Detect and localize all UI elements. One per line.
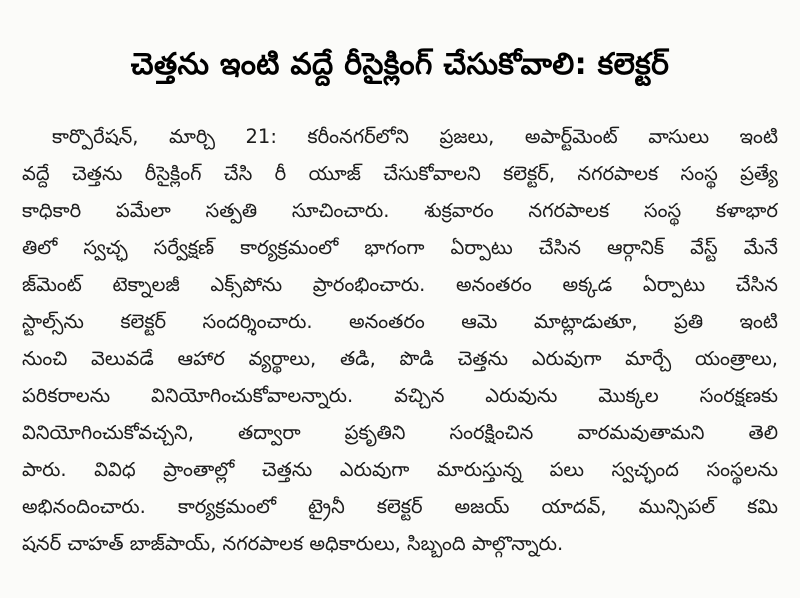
- article-line: పరికరాలను వినియోగించుకోవాలన్నారు. వచ్చిన ఎరువును మొక్కల సంరక్షణకు: [22, 384, 778, 407]
- article-line: స్టాల్స్‌ను కలెక్టర్ సందర్శించారు. అనంతరం ఆమె మాట్లాడుతూ, ప్రతి ఇంటి: [22, 310, 778, 333]
- article-line: జ్‌మెంట్ టెక్నాలజీ ఎక్స్‌పోను ప్రారంభించారు. అనంతరం అక్కడ ఏర్పాటు చేసిన: [22, 273, 778, 296]
- article-line: కాధికారి పమేలా సత్పతి సూచించారు. శుక్రవారం నగరపాలక సంస్థ కళాభార: [22, 199, 778, 222]
- article-line: తిలో స్వచ్ఛ సర్వేక్షణ్ కార్యక్రమంలో భాగంగా ఏర్పాటు చేసిన ఆర్గానిక్ వేస్ట్ మేనే: [22, 236, 778, 259]
- article-line: కార్పొరేషన్, మార్చి 21: కరీంనగర్‌లోని ప్రజలు, అపార్ట్‌మెంట్ వాసులు ఇంటి: [52, 125, 778, 148]
- article-line: నుంచి వెలువడే ఆహార వ్యర్థాలు, తడి, పొడి చెత్తను ఎరువుగా మార్చే యంత్రాలు,: [22, 347, 778, 370]
- article-line: పారు. వివిధ ప్రాంతాల్లో చెత్తను ఎరువుగా మారుస్తున్న పలు స్వచ్ఛంద సంస్థలను: [22, 458, 778, 481]
- headline: చెత్తను ఇంటి వద్దే రీసైక్లింగ్ చేసుకోవాలి: కలెక్టర్: [130, 47, 670, 82]
- article-body: [22, 118, 778, 562]
- cut-off-text-fragment: [355, 588, 585, 598]
- article-line: అభినందించారు. కార్యక్రమంలో ట్రైనీ కలెక్టర్ అజయ్ యాదవ్, మున్సిపల్ కమి: [22, 495, 778, 518]
- article-line: వినియోగించుకోవచ్చని, తద్వారా ప్రకృతిని సంరక్షించిన వారమవుతామని తెలి: [22, 421, 778, 444]
- article-line: వద్దే చెత్తను రీసైక్లింగ్ చేసి రీ యూజ్ చేసుకోవాలని కలెక్టర్, నగరపాలక సంస్థ ప్రత్యే: [22, 162, 778, 185]
- article-line: షనర్ చాహత్ బాజ్‌పాయ్, నగరపాలక అధికారులు, సిబ్బంది పాల్గొన్నారు.: [22, 532, 564, 555]
